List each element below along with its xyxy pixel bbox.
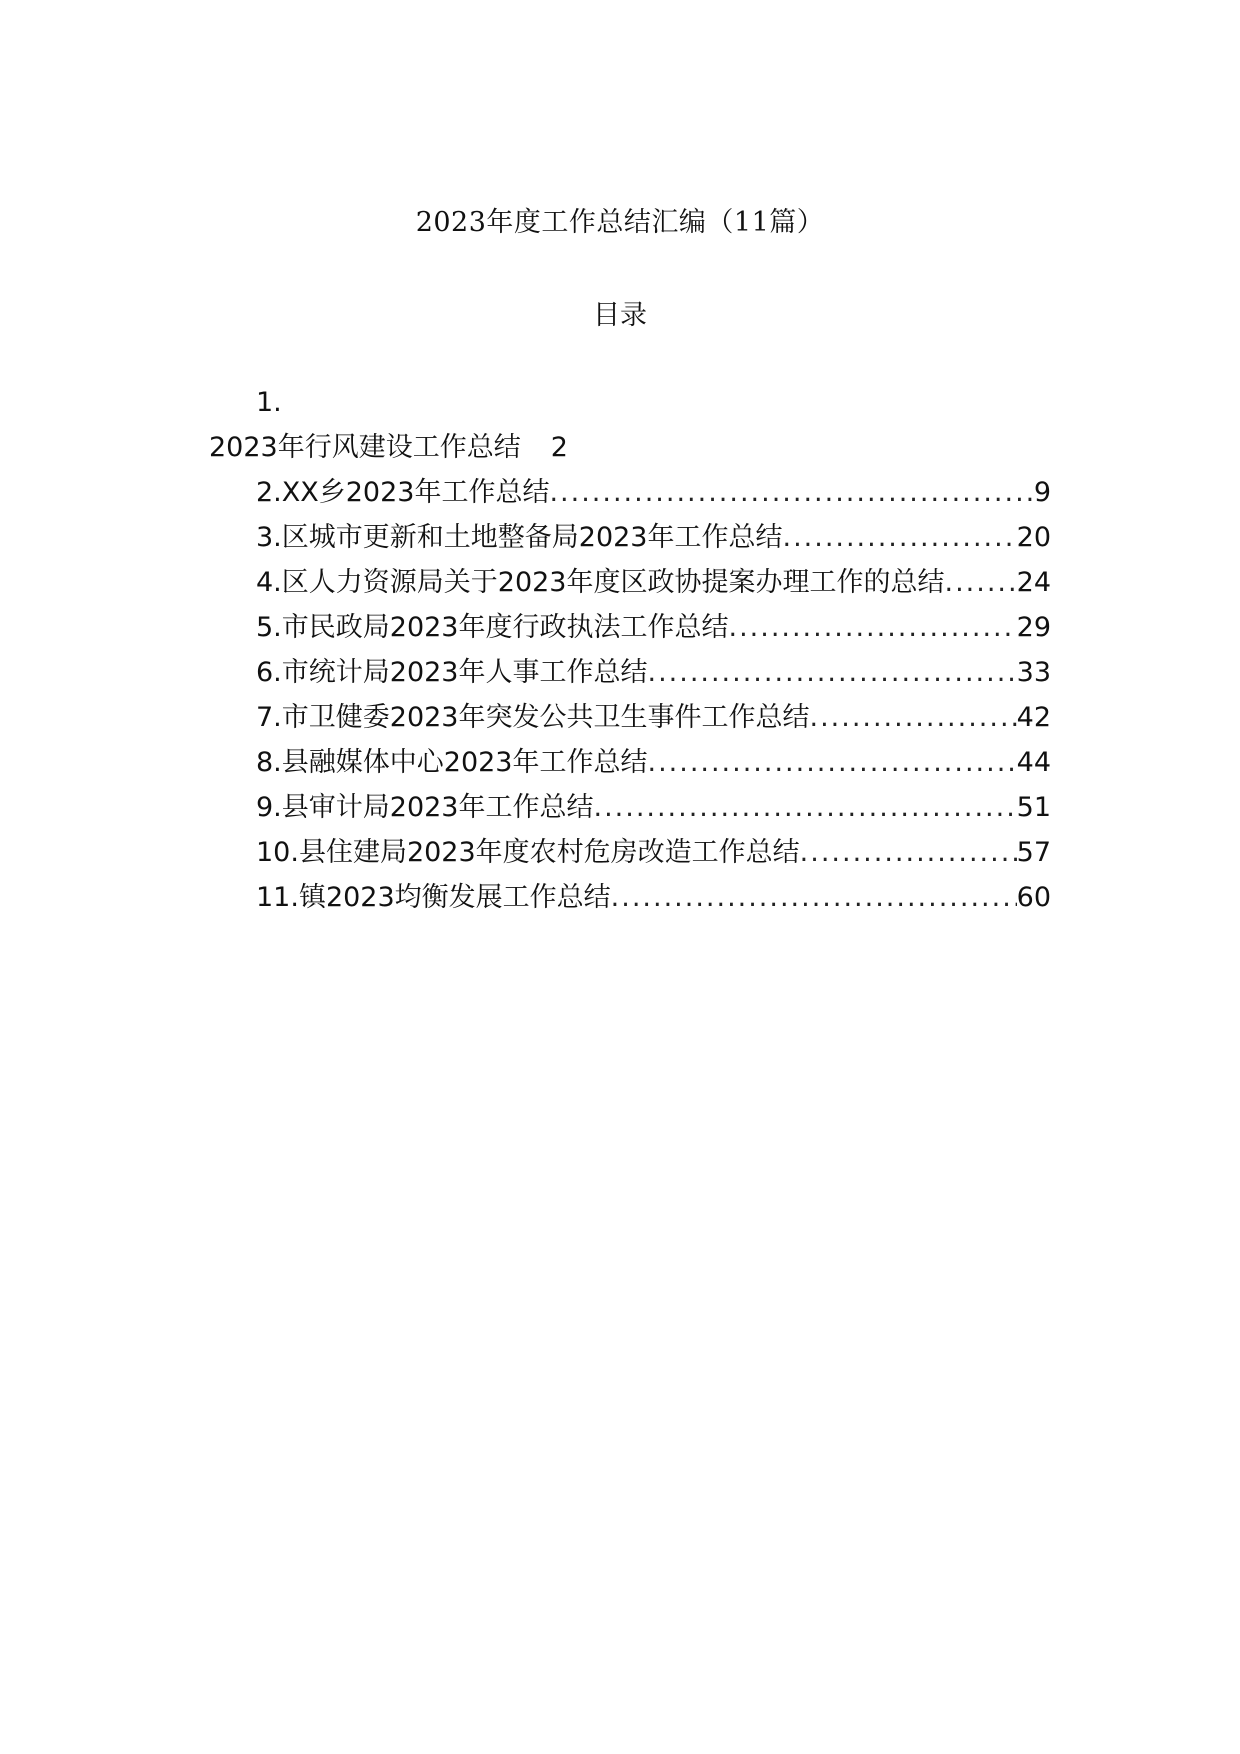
- dot-leader: [800, 830, 1017, 875]
- toc-entry-label: 7.市卫健委2023年突发公共卫生事件工作总结: [256, 702, 810, 733]
- toc-entry-page: 44: [1016, 747, 1051, 778]
- dot-leader: [647, 740, 1016, 785]
- toc-entry-label: 2023年行风建设工作总结: [209, 432, 521, 463]
- dot-leader: [593, 785, 1016, 830]
- toc-entry-page: 20: [1016, 522, 1051, 553]
- toc-entry-1-number: 1.: [256, 387, 282, 418]
- document-title: 2023年度工作总结汇编（11篇）: [415, 207, 825, 238]
- toc-entry-1[interactable]: [209, 425, 568, 470]
- toc-entry-label: 5.市民政局2023年度行政执法工作总结: [256, 612, 729, 643]
- toc-entry-page: 33: [1016, 657, 1051, 688]
- toc-entry-11[interactable]: [256, 875, 1051, 920]
- dot-leader: [549, 470, 1033, 515]
- toc-entry-label: 6.市统计局2023年人事工作总结: [256, 657, 648, 688]
- dot-leader: [944, 560, 1016, 605]
- toc-entry-page: 42: [1016, 702, 1051, 733]
- toc-entry-label: 8.县融媒体中心2023年工作总结: [256, 747, 648, 778]
- toc-entry-page: 60: [1016, 882, 1051, 913]
- toc-entry-page: 57: [1016, 837, 1051, 868]
- toc-entry-label: 9.县审计局2023年工作总结: [256, 792, 594, 823]
- toc-entry-6[interactable]: [256, 650, 1051, 695]
- toc-entry-label: 10.县住建局2023年度农村危房改造工作总结: [256, 837, 800, 868]
- toc-entry-8[interactable]: [256, 740, 1051, 785]
- toc-entries: [256, 470, 1051, 920]
- dot-leader: [728, 605, 1016, 650]
- toc-entry-page: 24: [1016, 567, 1051, 598]
- toc-entry-4[interactable]: [256, 560, 1051, 605]
- toc-heading: 目录: [593, 300, 647, 331]
- toc-entry-page: 9: [1033, 477, 1051, 508]
- toc-entry-10[interactable]: [256, 830, 1051, 875]
- toc-entry-page: 2: [550, 432, 568, 463]
- toc-entry-label: 2.XX乡2023年工作总结: [256, 477, 550, 508]
- toc-entry-label: 4.区人力资源局关于2023年度区政协提案办理工作的总结: [256, 567, 945, 598]
- toc-entry-7[interactable]: [256, 695, 1051, 740]
- toc-entry-page: 51: [1016, 792, 1051, 823]
- dot-leader: [647, 650, 1016, 695]
- toc-entry-9[interactable]: [256, 785, 1051, 830]
- toc-entry-label: 11.镇2023均衡发展工作总结: [256, 882, 611, 913]
- dot-leader: [611, 875, 1017, 920]
- toc-entry-2[interactable]: [256, 470, 1051, 515]
- toc-entry-page: 29: [1016, 612, 1051, 643]
- dot-leader: [782, 515, 1016, 560]
- toc-entry-5[interactable]: [256, 605, 1051, 650]
- toc-entry-3[interactable]: [256, 515, 1051, 560]
- dot-leader: [809, 695, 1016, 740]
- toc-entry-label: 3.区城市更新和土地整备局2023年工作总结: [256, 522, 783, 553]
